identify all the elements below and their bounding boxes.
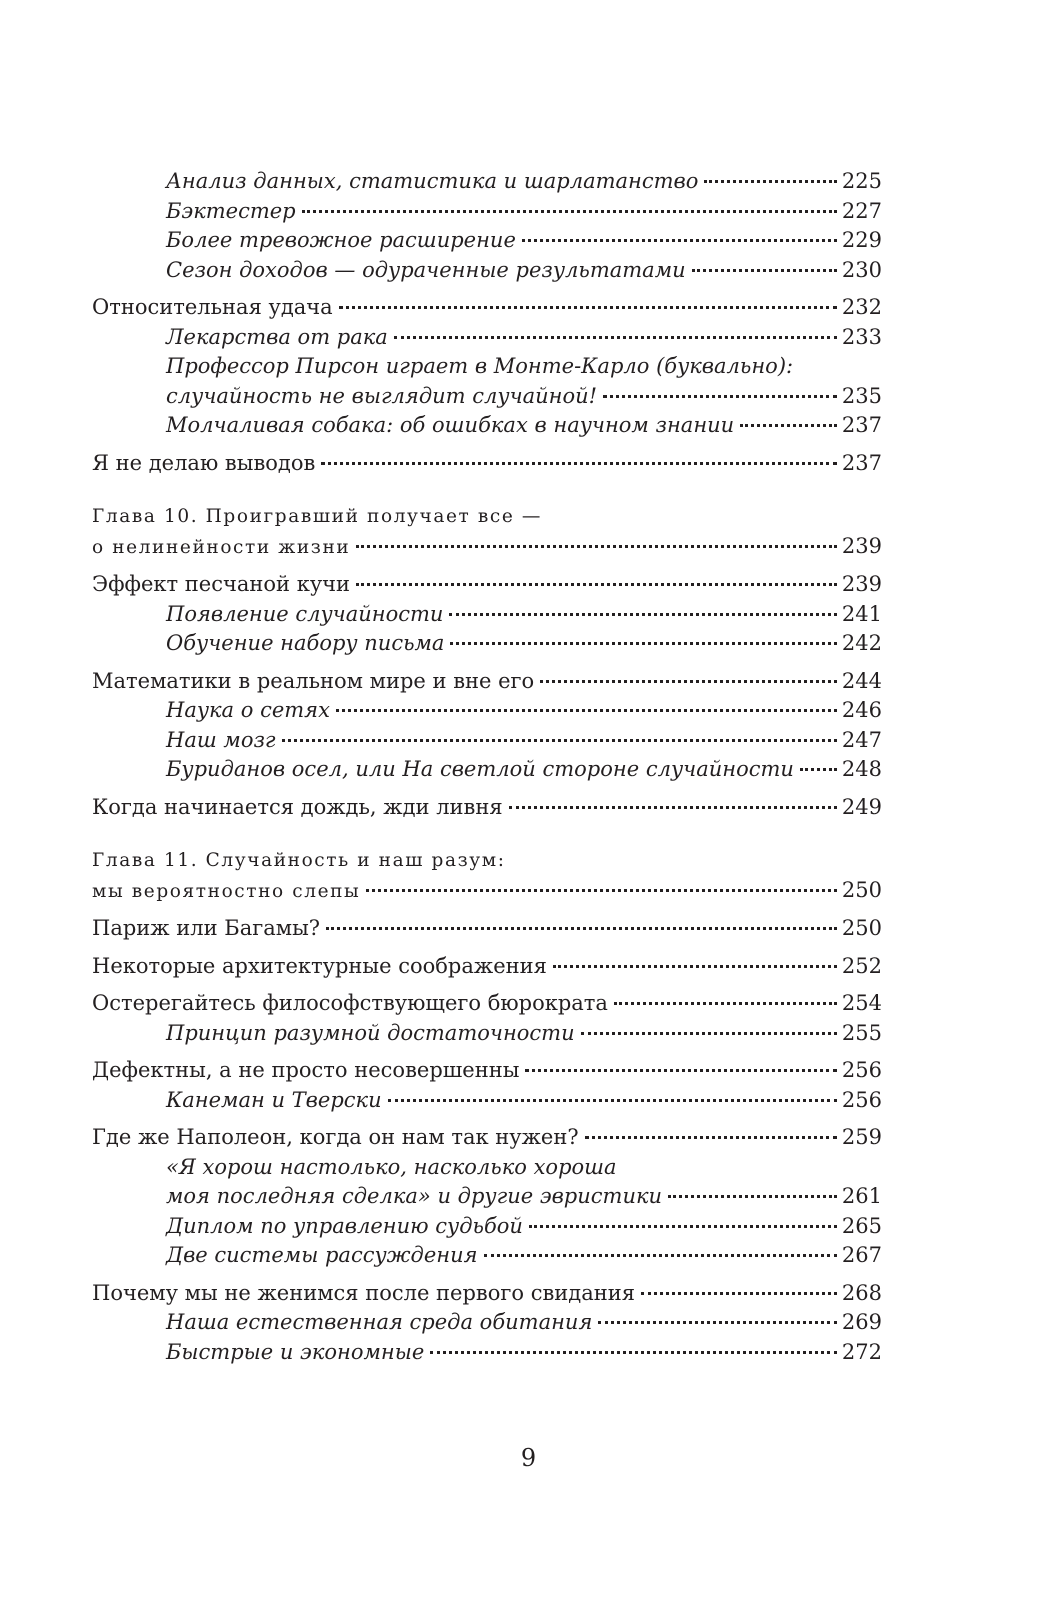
toc-entry: [92, 1241, 882, 1271]
chapter-page: 239: [841, 533, 882, 558]
toc-entry-title: Анализ данных, статистика и шарлатанство: [166, 169, 699, 193]
chapter-title-line: Глава 10. Проигравший получает все —: [92, 506, 542, 527]
toc-entry: [92, 256, 882, 286]
toc-section-title: Эффект песчаной кучи: [92, 572, 351, 596]
toc-entry-title: Молчаливая собака: об ошибках в научном знании: [166, 413, 735, 437]
table-of-contents: [92, 167, 882, 1367]
toc-section-page: 244: [841, 668, 882, 693]
toc-entry-title: Быстрые и экономные: [166, 1339, 425, 1364]
toc-section-page: 256: [841, 1058, 882, 1082]
toc-chapter-11: [92, 846, 882, 906]
toc-entry-title: Лекарства от рака: [166, 324, 388, 349]
dot-leader: [509, 806, 837, 809]
toc-entry: [92, 1338, 882, 1368]
toc-entry: [92, 1212, 882, 1242]
toc-entry-page: 241: [841, 601, 882, 626]
toc-entry-page: 256: [841, 1087, 882, 1112]
dot-leader: [692, 269, 837, 272]
toc-section: [92, 1279, 882, 1309]
chapter-title-row: [92, 532, 882, 563]
chapter-title-line: Глава 11. Случайность и наш разум:: [92, 850, 506, 871]
toc-entry: [92, 1308, 882, 1338]
toc-section-title: Некоторые архитектурные соображения: [92, 953, 547, 978]
toc-entry-title-line: «Я хорош настолько, насколько хороша: [166, 1154, 617, 1179]
toc-section: [92, 1056, 882, 1086]
toc-entry-page: 267: [841, 1243, 882, 1267]
dot-leader: [356, 583, 837, 586]
toc-entry-page: 261: [841, 1184, 882, 1208]
toc-entry: [92, 726, 882, 756]
toc-section-page: 252: [841, 953, 882, 978]
dot-leader: [585, 1136, 837, 1139]
toc-entry-page: 255: [841, 1020, 882, 1045]
toc-entry-title: Появление случайности: [166, 601, 444, 626]
dot-leader: [366, 889, 837, 892]
toc-section: [92, 293, 882, 323]
dot-leader: [450, 642, 836, 645]
chapter-title: мы вероятностно слепы: [92, 880, 361, 902]
toc-entry-title: Канеман и Тверски: [166, 1087, 382, 1112]
toc-entry-page: 272: [841, 1339, 882, 1364]
toc-section: [92, 914, 882, 944]
dot-leader: [540, 680, 837, 683]
toc-entry: [92, 1182, 882, 1212]
toc-section-page: 239: [841, 572, 882, 596]
toc-section: [92, 793, 882, 823]
dot-leader: [525, 1069, 836, 1072]
chapter-title-row: [92, 876, 882, 907]
toc-entry-title: Наш мозг: [166, 727, 276, 752]
toc-entry-title: моя последняя сделка» и другие эвристики: [166, 1184, 663, 1208]
toc-section: [92, 667, 882, 697]
toc-section-title: Париж или Багамы?: [92, 916, 321, 940]
toc-entry-page: 248: [841, 757, 882, 781]
dot-leader: [740, 424, 837, 427]
toc-entry-page: 247: [841, 727, 882, 752]
toc-section-page: 259: [841, 1125, 882, 1149]
dot-leader: [614, 1002, 837, 1005]
toc-entry-page: 227: [841, 198, 882, 223]
toc-section-page: 254: [841, 991, 882, 1015]
dot-leader: [581, 1032, 837, 1035]
toc-entry-page: 265: [841, 1213, 882, 1238]
toc-entry-page: 225: [841, 169, 882, 193]
dot-leader: [356, 545, 837, 548]
dot-leader: [522, 239, 837, 242]
dot-leader: [388, 1099, 837, 1102]
dot-leader: [430, 1351, 837, 1354]
toc-entry-page: 269: [841, 1310, 882, 1334]
toc-entry-title: Принцип разумной достаточности: [166, 1020, 575, 1045]
dot-leader: [336, 709, 837, 712]
toc-entry: [92, 226, 882, 256]
toc-entry-title: случайность не выглядит случайной!: [166, 383, 598, 408]
toc-section-title: Почему мы не женимся после первого свидания: [92, 1280, 635, 1305]
toc-section: [92, 989, 882, 1019]
toc-entry-title: Более тревожное расширение: [166, 228, 516, 252]
toc-entry-page: 233: [841, 324, 882, 349]
toc-entry-title: Сезон доходов — одураченные результатами: [166, 257, 686, 282]
toc-entry-title: Бэктестер: [166, 198, 296, 223]
dot-leader: [484, 1254, 837, 1257]
toc-section-title: Дефектны, а не просто несовершенны: [92, 1058, 520, 1082]
toc-section-title: Относительная удача: [92, 295, 333, 319]
toc-entry: [92, 696, 882, 726]
dot-leader: [449, 613, 836, 616]
dot-leader: [339, 306, 837, 309]
toc-entry: [92, 755, 882, 785]
toc-section: [92, 1123, 882, 1153]
dot-leader: [668, 1195, 837, 1198]
toc-section-page: 268: [841, 1280, 882, 1305]
dot-leader: [598, 1321, 837, 1324]
toc-entry: [92, 411, 882, 441]
toc-section: [92, 449, 882, 479]
toc-entry: [92, 1019, 882, 1049]
toc-entry-title: Наша естественная среда обитания: [166, 1310, 593, 1334]
toc-entry-page: 229: [841, 228, 882, 252]
toc-entry-title: Две системы рассуждения: [166, 1243, 478, 1267]
toc-entry: [92, 323, 882, 353]
toc-section-page: 237: [841, 450, 882, 475]
page-number: 9: [520, 1444, 537, 1472]
toc-entry-title: Наука о сетях: [166, 698, 330, 722]
toc-entry-title-line: Профессор Пирсон играет в Монте-Карло (буквально):: [166, 354, 794, 378]
toc-entry-page: 246: [841, 698, 882, 722]
toc-entry: [92, 1086, 882, 1116]
dot-leader: [321, 462, 837, 465]
toc-chapter-10: [92, 502, 882, 562]
dot-leader: [282, 739, 837, 742]
toc-entry-page: 242: [841, 631, 882, 655]
toc-section-title: Остерегайтесь философствующего бюрократа: [92, 991, 608, 1015]
dot-leader: [641, 1292, 837, 1295]
toc-section: [92, 570, 882, 600]
toc-section-title: Когда начинается дождь, жди ливня: [92, 794, 503, 819]
toc-section-title: Где же Наполеон, когда он нам так нужен?: [92, 1125, 579, 1149]
chapter-page: 250: [841, 877, 882, 902]
toc-entry: [92, 600, 882, 630]
toc-entry: [92, 167, 882, 197]
toc-section-page: 250: [841, 916, 882, 940]
chapter-title: о нелинейности жизни: [92, 536, 351, 558]
toc-entry-page: 235: [841, 383, 882, 408]
toc-section-page: 249: [841, 794, 882, 819]
toc-entry-page: 230: [841, 257, 882, 282]
toc-entry-title: Обучение набору письма: [166, 631, 445, 655]
toc-section-page: 232: [841, 295, 882, 319]
toc-entry: [92, 197, 882, 227]
toc-entry-title: Диплом по управлению судьбой: [166, 1213, 523, 1238]
dot-leader: [800, 768, 837, 771]
toc-section-title: Я не делаю выводов: [92, 450, 316, 475]
toc-entry-page: 237: [841, 413, 882, 437]
toc-entry: [92, 382, 882, 412]
dot-leader: [704, 180, 837, 183]
toc-entry: [92, 629, 882, 659]
dot-leader: [603, 395, 837, 398]
dot-leader: [529, 1225, 837, 1228]
toc-entry-title: Буриданов осел, или На светлой стороне случайности: [166, 757, 794, 781]
toc-section-title: Математики в реальном мире и вне его: [92, 668, 535, 693]
dot-leader: [302, 210, 837, 213]
dot-leader: [394, 336, 837, 339]
dot-leader: [553, 965, 837, 968]
dot-leader: [326, 927, 837, 930]
toc-section: [92, 952, 882, 982]
